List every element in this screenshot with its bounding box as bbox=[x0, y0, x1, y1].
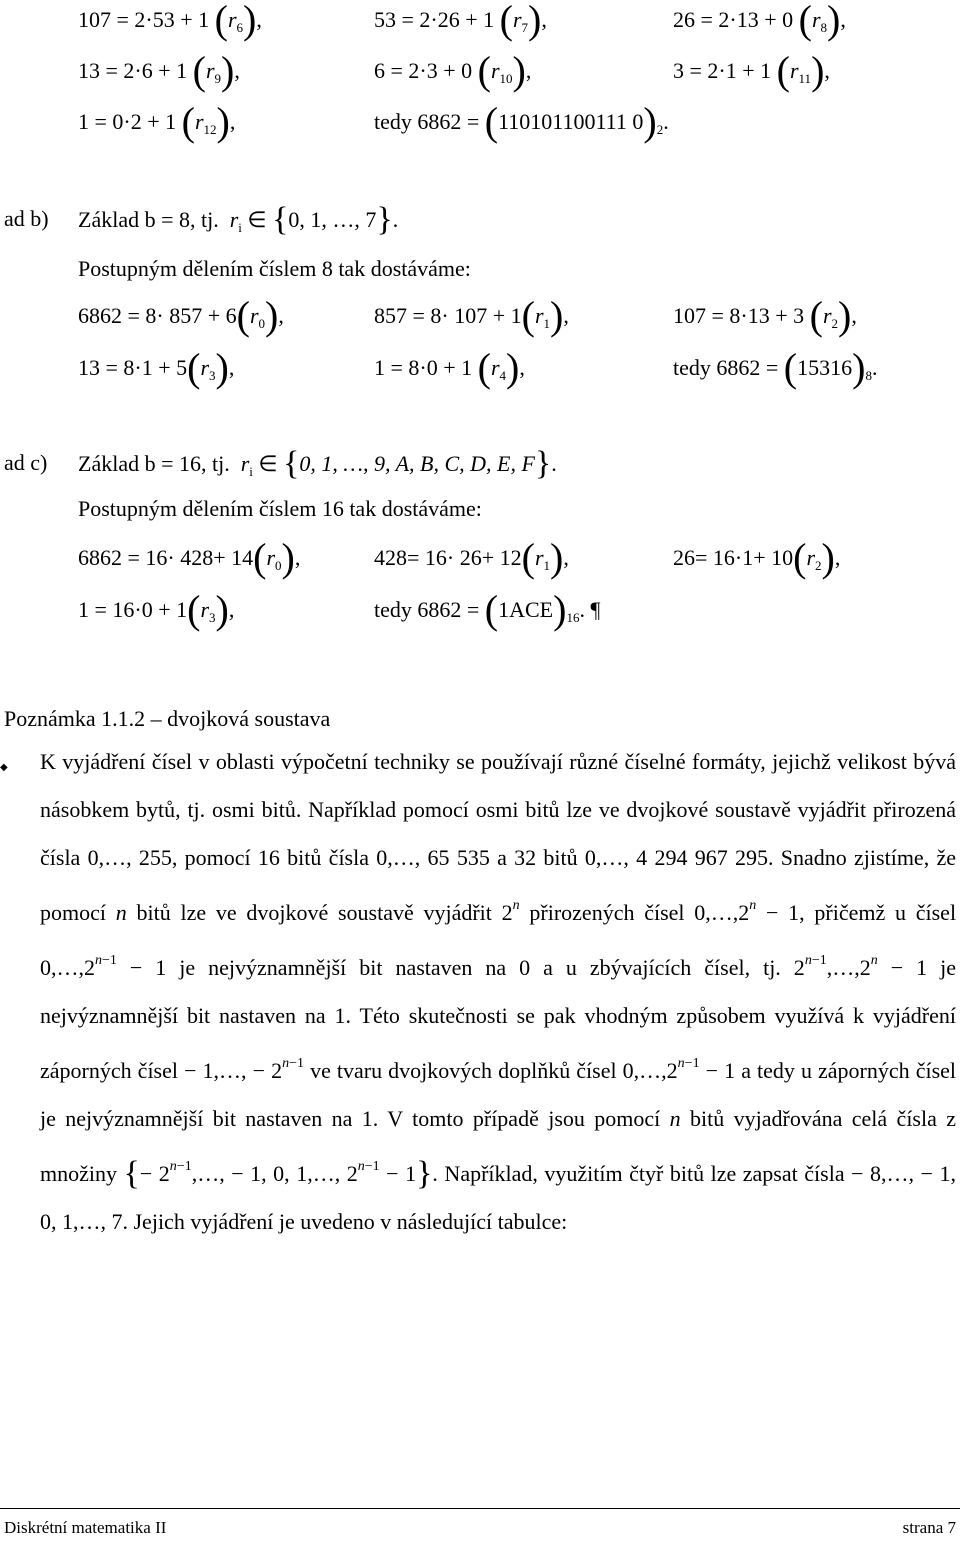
eq-c-r2c1: $1 = 16\cdot 0 + 1(r_3)$, bbox=[78, 587, 235, 632]
note-paragraph: K vyjádření čísel v oblasti výpočetní techniky se používají různé číselné formáty, jejichž velikost bývá násobkem bytů, tj. osmi bitů. Například pomocí osmi bitů lze ve dvojkové soustavě vyjádřit přirozená čísla 0,…, 255, pomocí 16 bitů čísla 0,…, 65 535 a 32 bitů 0,…, 4 294 967 295. Snadno zjistíme, že pomocí n bitů lze ve dvojkové soustavě vyjádřit 2$^n$ přirozených čísel $0,\dots,2^n - 1$, přičemž u čísel $0,\dots,2^{n-1} - 1$ je nejvýznamnější bit nastaven na 0 a u zbývajících čísel, tj. $2^{n-1},\dots,2^n - 1$ je nejvýznamnější bit nastaven na 1. Této skutečnosti se pak vhodným způsobem využívá k vyjádření záporných čísel − 1,…, − $2^{n-1}$ ve tvaru dvojkových doplňků čísel $0,\dots,2^{n-1} - 1$ a tedy u záporných čísel je nejvýznamnější bit nastaven na 1. V tomto případě jsou pomocí n bitů vyjadřována celá čísla z množiny {− $2^{n-1},\dots$, − 1, 0, 1,…, $2^{n-1} - 1$}. Například, využitím čtyř bitů lze zapsat čísla − 8,…, − 1, 0, 1,…, 7. Jejich vyjádření je uvedeno v následující tabulce: bbox=[40, 749, 957, 1234]
eq-c-result: tedy $6862 = (1ACE)_{16}$. ¶ bbox=[374, 587, 601, 632]
eq-a-r2c2: 6 = 2·3 + 0 $(r_{10})$, bbox=[374, 48, 532, 93]
eq-c-r1c2: $428= 16\cdot 26+ 12(r_1)$, bbox=[374, 535, 569, 580]
method-c: Postupným dělením číslem 16 tak dostáváme: bbox=[78, 496, 482, 521]
pilcrow-icon: ¶ bbox=[590, 597, 601, 622]
eq-b-r1c2: $857 = 8\cdot 107 + 1(r_1)$, bbox=[374, 293, 569, 338]
footer-page: strana 7 bbox=[902, 1518, 956, 1537]
eq-a-r1c3: 26 = 2·13 + 0 $(r_8)$, bbox=[673, 0, 846, 42]
eq-a-r1c2: 53 = 2·26 + 1 $(r_7)$, bbox=[374, 0, 547, 42]
eq-c-r1c1: $6862 = 16\cdot 428+ 14(r_0)$, bbox=[78, 535, 301, 580]
footer-title: Diskrétní matematika II bbox=[4, 1518, 167, 1537]
eq-b-r2c2: 1 = 8·0 + 1 $(r_4)$, bbox=[374, 345, 525, 390]
eq-a-r2c1: 13 = 2·6 + 1 $(r_9)$, bbox=[78, 48, 240, 93]
bullet-diamond-icon: ◆ bbox=[0, 762, 8, 773]
eq-b-r1c1: $6862 = 8\cdot 857 + 6(r_0)$, bbox=[78, 293, 284, 338]
label-ad-c: ad c) bbox=[4, 450, 48, 475]
intro-c: Základ b = 16, tj. $r_i$ ∈ {0, 1, …, 9, A, B, C, D, E, F}. bbox=[78, 445, 557, 482]
eq-b-r2c1: $13 = 8\cdot 1 + 5(r_3)$, bbox=[78, 345, 235, 390]
eq-a-result: tedy 6862 = (110101100111 $0)_2$. bbox=[374, 99, 669, 144]
eq-b-r1c3: 107 = 8·13 + 3 $(r_2)$, bbox=[673, 293, 857, 338]
method-b: Postupným dělením číslem 8 tak dostáváme: bbox=[78, 256, 471, 281]
intro-b: Základ b = 8, tj. $r_i$ ∈ {0, 1, …, 7}. bbox=[78, 201, 399, 238]
eq-c-r1c3: $26= 16\cdot 1+ 10(r_2)$, bbox=[673, 535, 841, 580]
label-ad-b: ad b) bbox=[4, 206, 49, 231]
eq-a-r2c3: 3 = 2·1 + 1 $(r_{11})$, bbox=[673, 48, 830, 93]
note-title: Poznámka 1.1.2 – dvojková soustava bbox=[4, 706, 331, 731]
eq-a-r3c1: 1 = 0·2 + 1 $(r_{12})$, bbox=[78, 99, 236, 144]
footer-rule bbox=[0, 1508, 960, 1509]
eq-b-result: tedy $6862 = (15316)_8$. bbox=[673, 345, 878, 390]
eq-a-r1c1: 107 = 2·53 + 1 $(r_6)$, bbox=[78, 0, 262, 42]
